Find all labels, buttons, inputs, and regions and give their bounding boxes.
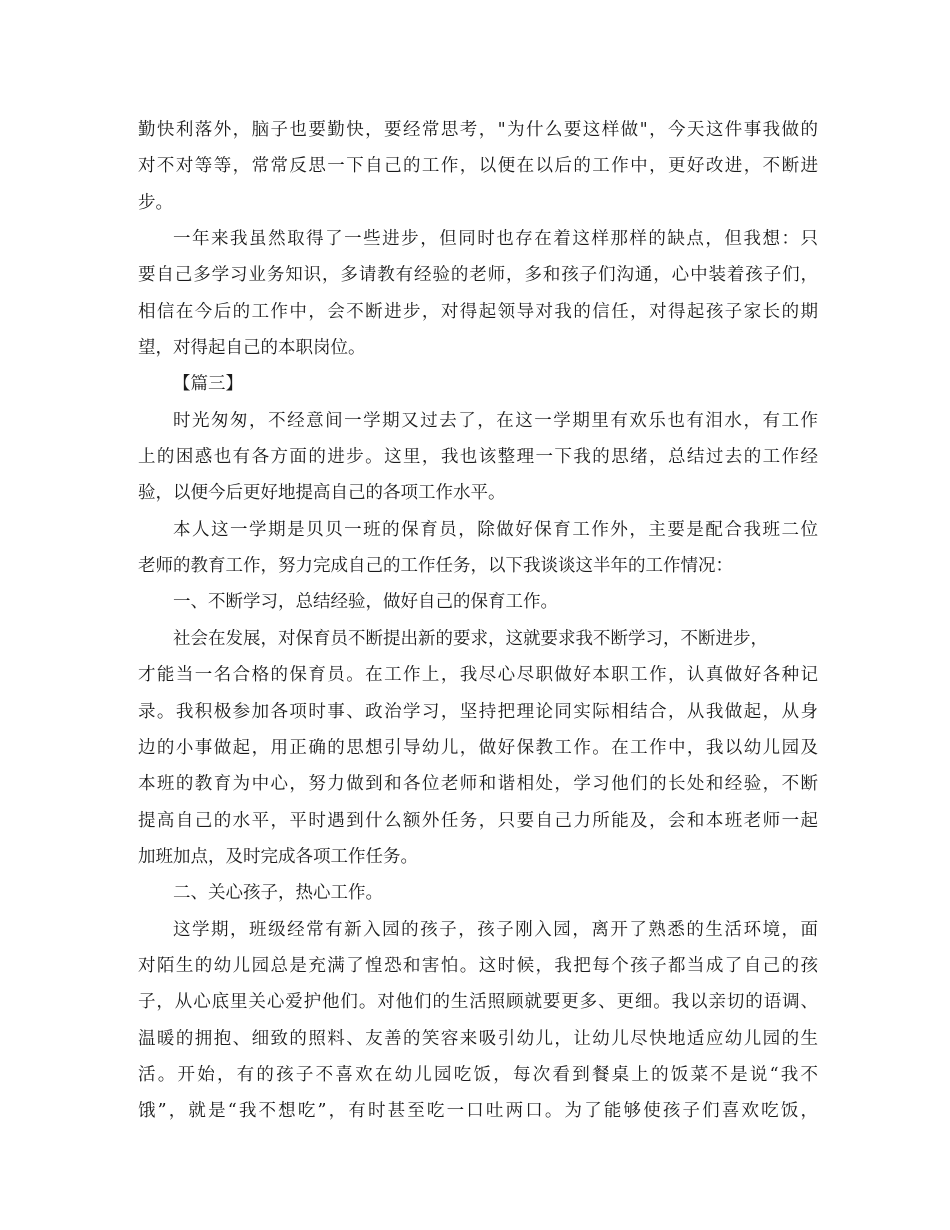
text-line: 望，对得起自己的本职岗位。 (138, 338, 366, 359)
text-line: 对陌生的幼儿园总是充满了惶恐和害怕。这时候，我把每个孩子都当成了自己的孩 (138, 955, 818, 976)
text-line: 活。开始，有的孩子不喜欢在幼儿园吃饭，每次看到餐桌上的饭菜不是说“我不 (138, 1064, 818, 1085)
text-line: 【篇三】 (173, 374, 243, 395)
text-line: 温暖的拥抱、细致的照料、友善的笑容来吸引幼儿，让幼儿尽快地适应幼儿园的生 (138, 1028, 818, 1049)
text-line: 要自己多学习业务知识，多请教有经验的老师，多和孩子们沟通，心中装着孩子们， (138, 265, 818, 286)
text-line: 才能当一名合格的保育员。在工作上，我尽心尽职做好本职工作，认真做好各种记 (138, 665, 818, 686)
text-line: 二、关心孩子，热心工作。 (173, 883, 383, 904)
text-line: 上的困惑也有各方面的进步。这里，我也该整理一下我的思绪，总结过去的工作经 (138, 447, 818, 468)
text-line: 本班的教育为中心，努力做到和各位老师和谐相处，学习他们的长处和经验，不断 (138, 774, 818, 795)
text-line: 时光匆匆，不经意间一学期又过去了，在这一学期里有欢乐也有泪水，有工作 (173, 410, 818, 431)
document-body (138, 112, 818, 1130)
text-line: 老师的教育工作，努力完成自己的工作任务，以下我谈谈这半年的工作情况： (138, 556, 733, 577)
text-line: 提高自己的水平，平时遇到什么额外任务，只要自己力所能及，会和本班老师一起 (138, 810, 818, 831)
text-line: 饿”，就是“我不想吃”，有时甚至吃一口吐两口。为了能够使孩子们喜欢吃饭， (138, 1101, 818, 1122)
text-line: 对不对等等，常常反思一下自己的工作，以便在以后的工作中，更好改进，不断进 (138, 156, 818, 177)
text-line: 本人这一学期是贝贝一班的保育员，除做好保育工作外，主要是配合我班二位 (173, 519, 818, 540)
text-line: 步。 (138, 192, 173, 213)
text-line: 相信在今后的工作中，会不断进步，对得起领导对我的信任，对得起孩子家长的期 (138, 301, 818, 322)
text-line: 勤快利落外，脑子也要勤快，要经常思考，"为什么要这样做"，今天这件事我做的 (138, 120, 818, 140)
text-line: 录。我积极参加各项时事、政治学习，坚持把理论同实际相结合，从我做起，从身 (138, 701, 818, 722)
text-line: 一年来我虽然取得了一些进步，但同时也存在着这样那样的缺点，但我想：只 (173, 229, 818, 250)
text-line: 社会在发展，对保育员不断提出新的要求，这就要求我不断学习，不断进步， (173, 628, 768, 649)
text-line: 这学期，班级经常有新入园的孩子，孩子刚入园，离开了熟悉的生活环境，面 (173, 919, 818, 940)
text-line: 边的小事做起，用正确的思想引导幼儿，做好保教工作。在工作中，我以幼儿园及 (138, 737, 818, 758)
text-line: 子，从心底里关心爱护他们。对他们的生活照顾就要更多、更细。我以亲切的语调、 (138, 992, 818, 1013)
text-line: 加班加点，及时完成各项工作任务。 (138, 846, 418, 867)
text-line: 验，以便今后更好地提高自己的各项工作水平。 (138, 483, 506, 504)
text-line: 一、不断学习，总结经验，做好自己的保育工作。 (173, 592, 558, 613)
